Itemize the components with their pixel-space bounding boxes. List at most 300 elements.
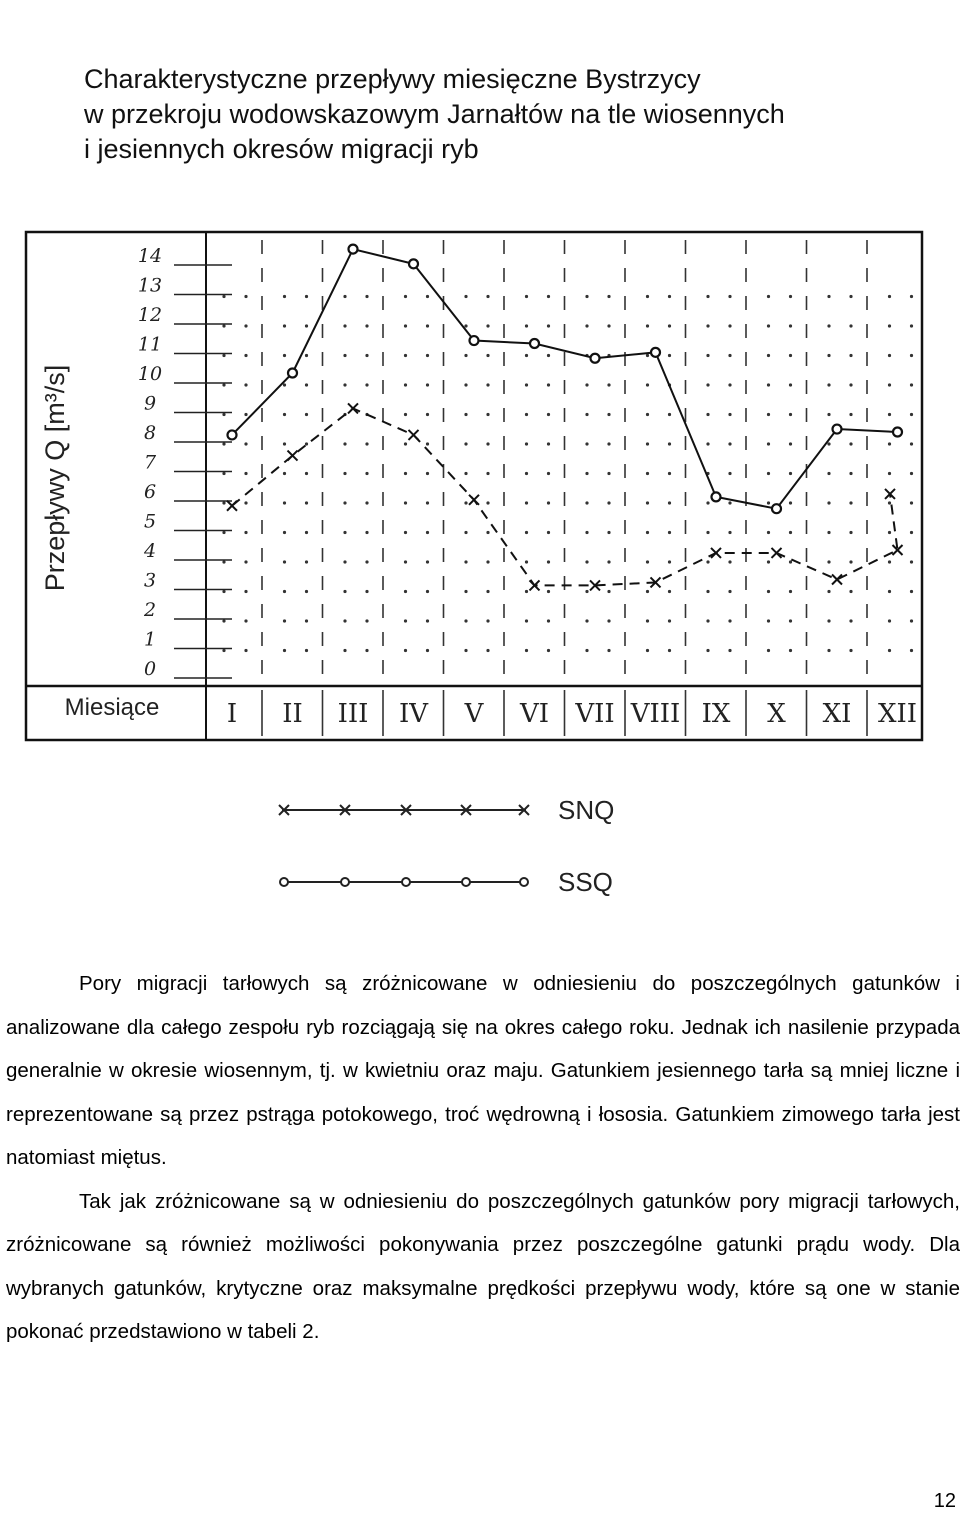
grid-dot: [365, 619, 368, 622]
grid-dot: [607, 501, 610, 504]
grid-dot: [426, 383, 429, 386]
series-snq-point-3: [409, 430, 419, 440]
grid-dot: [767, 324, 770, 327]
grid-dot: [343, 531, 346, 534]
grid-dot: [728, 649, 731, 652]
figure-title-line-1: Charakterystyczne przepływy miesięczne Bystrzycy: [84, 64, 701, 94]
grid-dot: [849, 472, 852, 475]
series-snq-point-4: [469, 495, 479, 505]
grid-dot: [547, 295, 550, 298]
grid-dot: [607, 324, 610, 327]
grid-dot: [607, 442, 610, 445]
grid-dot: [244, 501, 247, 504]
dotted-grid: [222, 295, 913, 652]
grid-dot: [585, 590, 588, 593]
grid-dot: [244, 531, 247, 534]
grid-dot: [767, 354, 770, 357]
grid-dot: [585, 619, 588, 622]
grid-dot: [789, 560, 792, 563]
grid-dot: [668, 442, 671, 445]
grid-dot: [426, 560, 429, 563]
grid-dot: [827, 413, 830, 416]
grid-dot: [365, 324, 368, 327]
series-ssq-point-XI: [833, 425, 842, 434]
grid-dot: [426, 501, 429, 504]
grid-dot: [222, 413, 225, 416]
grid-dot: [283, 560, 286, 563]
grid-dot: [789, 324, 792, 327]
grid-dot: [585, 383, 588, 386]
grid-dot: [283, 472, 286, 475]
grid-dot: [910, 590, 913, 593]
grid-dot: [789, 649, 792, 652]
series-ssq-point-VI: [530, 339, 539, 348]
grid-dot: [585, 413, 588, 416]
grid-dot: [827, 472, 830, 475]
grid-dot: [343, 295, 346, 298]
grid-dot: [646, 383, 649, 386]
grid-dot: [547, 413, 550, 416]
grid-dot: [789, 295, 792, 298]
grid-dot: [486, 442, 489, 445]
grid-dot: [404, 560, 407, 563]
month-label-III: III: [337, 699, 369, 729]
grid-dot: [789, 383, 792, 386]
grid-dot: [404, 324, 407, 327]
grid-dot: [849, 324, 852, 327]
grid-dot: [547, 383, 550, 386]
grid-dot: [888, 649, 891, 652]
grid-dot: [464, 354, 467, 357]
grid-dot: [888, 295, 891, 298]
grid-dot: [668, 295, 671, 298]
grid-dot: [365, 354, 368, 357]
y-tick-label-9: 9: [143, 392, 157, 415]
grid-dot: [244, 472, 247, 475]
y-tick-label-10: 10: [137, 363, 163, 385]
grid-dot: [706, 354, 709, 357]
grid-dot: [365, 560, 368, 563]
grid-dot: [244, 619, 247, 622]
legend-ssq-marker-1: [341, 878, 349, 886]
grid-dot: [585, 560, 588, 563]
series-snq-point-2: [348, 403, 358, 413]
grid-dot: [305, 472, 308, 475]
grid-dot: [305, 531, 308, 534]
grid-dot: [426, 413, 429, 416]
grid-dot: [827, 560, 830, 563]
grid-dot: [827, 442, 830, 445]
grid-dot: [244, 442, 247, 445]
grid-dot: [426, 295, 429, 298]
grid-dot: [426, 590, 429, 593]
grid-dot: [585, 295, 588, 298]
grid-dot: [486, 295, 489, 298]
grid-dot: [767, 619, 770, 622]
grid-dot: [547, 531, 550, 534]
series-ssq-point-VII: [591, 354, 600, 363]
grid-dot: [404, 531, 407, 534]
grid-dot: [767, 383, 770, 386]
grid-dot: [426, 619, 429, 622]
y-tick-label-12: 12: [137, 304, 163, 326]
grid-dot: [365, 383, 368, 386]
grid-dot: [607, 413, 610, 416]
grid-dot: [426, 531, 429, 534]
paragraph-2: Tak jak zróżnicowane są w odniesieniu do poszczególnych gatunków pory migracji tarłowych, zróżnicowane są również możliwości pokonywania przez poszczególne gatunki prądu wody. Dla wybranych gatunków, krytyczne oraz maksymalne prędkości przepływu wody, które są one w stanie pokonać przedstawiono w tabeli 2.: [6, 1189, 960, 1343]
grid-dot: [585, 472, 588, 475]
grid-dot: [547, 619, 550, 622]
grid-dot: [827, 383, 830, 386]
legend-snq-label: SNQ: [558, 795, 615, 825]
grid-dot: [525, 531, 528, 534]
grid-dot: [486, 590, 489, 593]
grid-dot: [404, 354, 407, 357]
grid-dot: [849, 295, 852, 298]
grid-dot: [525, 560, 528, 563]
grid-dot: [305, 501, 308, 504]
grid-dot: [464, 472, 467, 475]
month-label-VII: VII: [575, 699, 615, 729]
grid-dot: [706, 619, 709, 622]
grid-dot: [849, 501, 852, 504]
grid-dot: [365, 295, 368, 298]
series-snq-point-0: [227, 501, 237, 511]
figure-title-line-2: w przekroju wodowskazowym Jarnałtów na tle wiosennych: [84, 99, 785, 129]
grid-dot: [464, 442, 467, 445]
grid-dot: [305, 560, 308, 563]
grid-dot: [888, 619, 891, 622]
grid-dot: [646, 442, 649, 445]
grid-dot: [646, 354, 649, 357]
grid-dot: [365, 531, 368, 534]
grid-dot: [283, 324, 286, 327]
grid-dot: [283, 501, 286, 504]
grid-dot: [888, 324, 891, 327]
grid-dot: [244, 413, 247, 416]
grid-dot: [585, 649, 588, 652]
grid-dot: [525, 442, 528, 445]
grid-dot: [910, 619, 913, 622]
series-snq-point-9: [772, 548, 782, 558]
grid-dot: [486, 383, 489, 386]
grid-dot: [767, 295, 770, 298]
grid-dot: [283, 649, 286, 652]
grid-dot: [767, 442, 770, 445]
grid-dot: [789, 619, 792, 622]
grid-dot: [910, 531, 913, 534]
month-label-VIII: VIII: [630, 699, 681, 729]
grid-dot: [728, 501, 731, 504]
grid-dot: [464, 295, 467, 298]
grid-dot: [305, 649, 308, 652]
grid-dot: [646, 501, 649, 504]
grid-dot: [728, 442, 731, 445]
grid-dot: [706, 442, 709, 445]
grid-dot: [525, 383, 528, 386]
legend-ssq-marker-3: [462, 878, 470, 886]
grid-dot: [910, 560, 913, 563]
grid-dot: [283, 295, 286, 298]
grid-dot: [426, 472, 429, 475]
grid-dot: [706, 501, 709, 504]
grid-dot: [305, 413, 308, 416]
grid-dot: [849, 531, 852, 534]
grid-dot: [728, 590, 731, 593]
grid-dot: [827, 501, 830, 504]
grid-dot: [426, 442, 429, 445]
grid-dot: [464, 590, 467, 593]
grid-dot: [365, 590, 368, 593]
grid-dot: [827, 649, 830, 652]
series-ssq-point-IX: [712, 492, 721, 501]
grid-dot: [365, 442, 368, 445]
grid-dot: [849, 649, 852, 652]
grid-dot: [668, 619, 671, 622]
body-text: [6, 962, 960, 1354]
grid-dot: [888, 560, 891, 563]
grid-dot: [767, 472, 770, 475]
grid-dot: [849, 619, 852, 622]
grid-dot: [343, 560, 346, 563]
grid-dot: [706, 649, 709, 652]
month-label-II: II: [282, 699, 303, 729]
grid-dot: [607, 649, 610, 652]
grid-dot: [283, 442, 286, 445]
grid-dot: [343, 590, 346, 593]
grid-dot: [464, 324, 467, 327]
grid-dot: [910, 472, 913, 475]
grid-dot: [728, 354, 731, 357]
grid-dot: [525, 590, 528, 593]
series-ssq-point-V: [470, 336, 479, 345]
grid-dot: [706, 531, 709, 534]
grid-dot: [706, 590, 709, 593]
series-snq-point-10: [832, 575, 842, 585]
grid-dot: [849, 442, 852, 445]
grid-dot: [547, 590, 550, 593]
grid-dot: [244, 354, 247, 357]
grid-dot: [343, 324, 346, 327]
grid-dot: [728, 295, 731, 298]
grid-dot: [767, 413, 770, 416]
grid-dot: [668, 501, 671, 504]
month-label-XII: XII: [877, 699, 918, 729]
y-tick-label-7: 7: [143, 451, 157, 474]
grid-dot: [827, 590, 830, 593]
grid-dot: [607, 531, 610, 534]
grid-dot: [222, 383, 225, 386]
grid-dot: [668, 413, 671, 416]
grid-dot: [767, 560, 770, 563]
grid-dot: [767, 590, 770, 593]
grid-dot: [668, 649, 671, 652]
legend-ssq-marker-0: [280, 878, 288, 886]
grid-dot: [767, 531, 770, 534]
grid-dot: [706, 295, 709, 298]
grid-dot: [767, 649, 770, 652]
month-label-VI: VI: [519, 699, 550, 729]
grid-dot: [728, 531, 731, 534]
legend-ssq-label: SSQ: [558, 867, 613, 897]
grid-dot: [849, 383, 852, 386]
grid-dot: [305, 619, 308, 622]
grid-dot: [343, 442, 346, 445]
grid-dot: [404, 649, 407, 652]
grid-dot: [827, 324, 830, 327]
grid-dot: [283, 590, 286, 593]
grid-dot: [404, 442, 407, 445]
grid-dot: [222, 295, 225, 298]
grid-dot: [426, 649, 429, 652]
grid-dot: [789, 413, 792, 416]
grid-dot: [404, 413, 407, 416]
grid-dot: [849, 560, 852, 563]
grid-dot: [222, 501, 225, 504]
grid-dot: [728, 383, 731, 386]
grid-dot: [222, 619, 225, 622]
grid-dot: [464, 560, 467, 563]
grid-dot: [849, 590, 852, 593]
grid-dot: [486, 649, 489, 652]
grid-dot: [525, 295, 528, 298]
grid-dot: [646, 619, 649, 622]
grid-dot: [525, 649, 528, 652]
grid-dot: [244, 295, 247, 298]
month-label-XI: XI: [822, 699, 852, 729]
grid-dot: [910, 324, 913, 327]
grid-dot: [646, 413, 649, 416]
grid-dot: [767, 501, 770, 504]
grid-dot: [547, 472, 550, 475]
grid-dot: [607, 295, 610, 298]
y-tick-label-4: 4: [143, 540, 157, 562]
grid-dot: [305, 590, 308, 593]
y-tick-label-11: 11: [137, 333, 163, 356]
grid-dot: [525, 619, 528, 622]
grid-dot: [283, 354, 286, 357]
grid-dot: [547, 560, 550, 563]
grid-dot: [827, 354, 830, 357]
grid-dot: [486, 324, 489, 327]
month-label-I: I: [226, 699, 238, 729]
grid-dot: [585, 442, 588, 445]
grid-dot: [849, 413, 852, 416]
page-number: 12: [933, 1490, 956, 1512]
grid-dot: [668, 324, 671, 327]
grid-dot: [222, 560, 225, 563]
grid-dot: [244, 324, 247, 327]
grid-dot: [706, 413, 709, 416]
grid-dot: [888, 383, 891, 386]
grid-dot: [706, 560, 709, 563]
grid-dot: [305, 354, 308, 357]
legend-ssq-marker-4: [520, 878, 528, 886]
y-tick-label-6: 6: [143, 481, 157, 503]
grid-dot: [464, 619, 467, 622]
grid-dot: [910, 383, 913, 386]
grid-dot: [464, 531, 467, 534]
grid-dot: [607, 619, 610, 622]
grid-dot: [888, 413, 891, 416]
grid-dot: [910, 413, 913, 416]
grid-dot: [464, 501, 467, 504]
grid-dot: [404, 383, 407, 386]
grid-dot: [668, 560, 671, 563]
grid-dot: [547, 324, 550, 327]
grid-dot: [789, 472, 792, 475]
grid-dot: [365, 649, 368, 652]
grid-dot: [789, 531, 792, 534]
grid-dot: [365, 501, 368, 504]
y-tick-label-8: 8: [143, 422, 157, 444]
grid-dot: [888, 501, 891, 504]
grid-dot: [404, 295, 407, 298]
grid-dot: [426, 354, 429, 357]
grid-dot: [789, 354, 792, 357]
grid-dot: [910, 295, 913, 298]
grid-dot: [305, 295, 308, 298]
grid-dot: [283, 413, 286, 416]
grid-dot: [222, 324, 225, 327]
grid-dot: [222, 472, 225, 475]
series-ssq-point-VIII: [651, 348, 660, 357]
series-snq-point-5: [530, 580, 540, 590]
y-tick-label-14: 14: [137, 245, 163, 267]
grid-dot: [585, 501, 588, 504]
grid-dot: [646, 649, 649, 652]
grid-dot: [343, 383, 346, 386]
month-label-IV: IV: [398, 699, 429, 729]
grid-dot: [547, 501, 550, 504]
grid-dot: [888, 531, 891, 534]
grid-dot: [305, 324, 308, 327]
y-tick-label-1: 1: [143, 628, 157, 651]
y-tick-label-0: 0: [143, 658, 157, 680]
grid-dot: [706, 383, 709, 386]
grid-dot: [646, 590, 649, 593]
grid-dot: [888, 590, 891, 593]
grid-dot: [910, 354, 913, 357]
y-tick-label-3: 3: [143, 569, 157, 592]
grid-dot: [343, 472, 346, 475]
series-ssq-point-XII: [893, 428, 902, 437]
grid-dot: [404, 501, 407, 504]
grid-dot: [283, 531, 286, 534]
grid-dot: [343, 354, 346, 357]
grid-dot: [525, 413, 528, 416]
grid-dot: [585, 324, 588, 327]
grid-dot: [343, 501, 346, 504]
grid-dot: [888, 442, 891, 445]
grid-dot: [244, 560, 247, 563]
grid-dot: [789, 442, 792, 445]
grid-dot: [728, 619, 731, 622]
grid-dot: [646, 472, 649, 475]
grid-dot: [607, 590, 610, 593]
grid-dot: [426, 324, 429, 327]
grid-dot: [728, 413, 731, 416]
grid-dot: [525, 472, 528, 475]
grid-dot: [305, 383, 308, 386]
grid-dot: [827, 531, 830, 534]
grid-dot: [646, 531, 649, 534]
grid-dot: [525, 354, 528, 357]
grid-dot: [585, 531, 588, 534]
series-ssq-point-I: [228, 430, 237, 439]
x-axis-label: Miesiące: [64, 694, 160, 721]
series-ssq-point-X: [772, 504, 781, 513]
